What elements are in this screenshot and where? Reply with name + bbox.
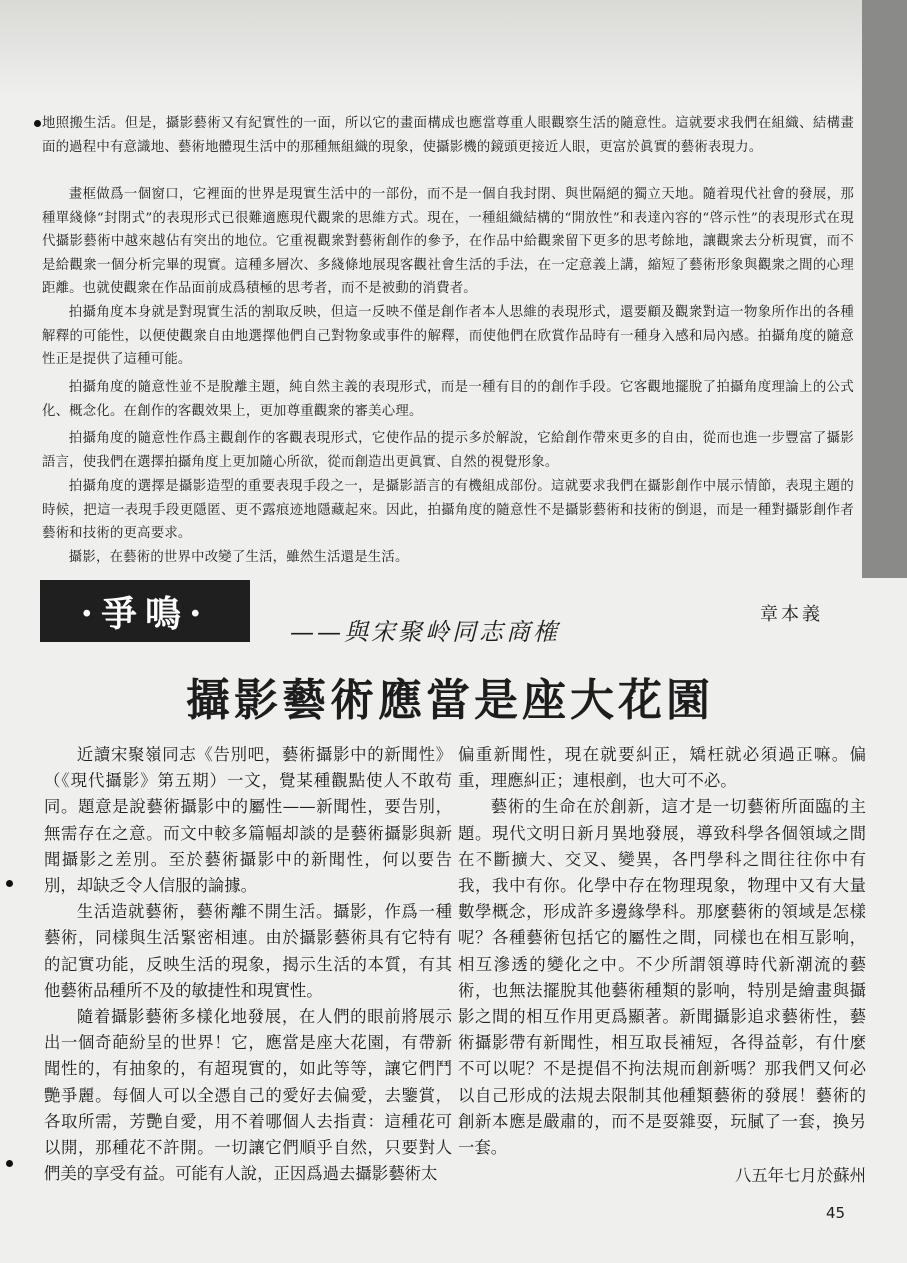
body-paragraph: 拍攝角度的隨意性作爲主觀創作的客觀表現形式，它使作品的提示多於解說，它給創作帶來更多的自由，從而也進一步豐富了攝影語言，使我們在選擇拍攝角度上更加隨心所欲，從而創造出更眞實、自然的視覺形象。 bbox=[42, 431, 854, 470]
body-paragraph: 近讀宋聚嶺同志《告別吧，藝術攝影中的新聞性》（《現代攝影》第五期）一文，覺某種觀點使人不敢苟同。題意是說藝術攝影中的屬性——新聞性，要告別，無需存在之意。而文中較多篇幅却談的是藝術攝影與新聞攝影之差別。至於藝術攝影中的新聞性，何以要告別，却缺乏令人信服的論據。 bbox=[44, 745, 452, 896]
binding-hole bbox=[6, 880, 13, 887]
article-right-column bbox=[458, 742, 866, 1189]
article-date: 八五年七月於蘇州 bbox=[734, 1166, 866, 1186]
article-title: 攝影藝術應當是座大花園 bbox=[186, 675, 714, 726]
page-edge-tab bbox=[862, 0, 907, 578]
body-paragraph: 藝術的生命在於創新，這才是一切藝術所面臨的主題。現代文明日新月異地發展，導致科學各個領域之間在不斷擴大、交叉、變異，各門學科之間往往你中有我，我中有你。化學中存在物理現象，物理中又有大量數學概念，形成許多邊緣學科。那麼藝術的領域是怎樣呢？各種藝術包括它的屬性之間，同樣也在相互影响，相互滲透的變化之中。不少所謂領導時代新潮流的藝術，也無法擺脫其他藝術種類的影响，特別是繪畫與攝影之間的相互作用更爲顯著。新聞攝影追求藝術性，藝術攝影帶有新聞性，相互取長補短，各得益彰，有什麼不可以呢？不是提倡不拘法規而創新嗎？那我們又何必以自己形成的法規去限制其他種類藝術的發展！藝術的創新本應是嚴肅的，而不是耍雜耍，玩膩了一套，換另一套。 bbox=[458, 797, 866, 1158]
closing-paragraph: 攝影，在藝術的世界中改變了生活，雖然生活還是生活。 bbox=[68, 550, 409, 565]
page-top-shade bbox=[0, 0, 907, 95]
body-paragraph: 拍攝角度的選擇是攝影造型的重要表現手段之一，是攝影語言的有機組成部份。這就要求我們在攝影創作中展示情節，表現主題的時候，把這一表現手段更隱匿、更不露痕迹地隱藏起來。因此，拍攝角度的隨意性不是攝影藝術和技術的倒退，而是一種對攝影創作者藝術和技術的更高要求。 bbox=[42, 479, 854, 541]
continued-paragraph: 地照搬生活。但是，攝影藝術又有紀實性的一面，所以它的畫面構成也應當尊重人眼觀察生活的隨意性。這就要求我們在組織、結構畫面的過程中有意識地、藝術地體現生活中的那種無組織的現象，使攝影機的鏡頭更接近人眼，更富於眞實的藝術表現力。 bbox=[42, 116, 854, 155]
body-paragraph: 生活造就藝術，藝術離不開生活。攝影，作爲一種藝術，同樣與生活緊密相連。由於攝影藝術具有它特有的記實功能，反映生活的現象，揭示生活的本質，有其他藝術品種所不及的敏捷性和現實性。 bbox=[44, 902, 452, 1000]
body-paragraph: 拍攝角度本身就是對現實生活的割取反映，但這一反映不僅是創作者本人思維的表現形式，還要顧及觀衆對這一物象所作出的各種解釋的可能性，以便使觀衆自由地選擇他們自己對物象或事件的解釋，而使他們在欣賞作品時有一種身入感和局內感。拍攝角度的隨意性正是提供了這種可能。 bbox=[42, 305, 854, 367]
body-paragraph: 拍攝角度的隨意性並不是脫離主題，純自然主義的表現形式，而是一種有目的的創作手段。它客觀地擺脫了拍攝角度理論上的公式化、概念化。在創作的客觀效果上，更加尊重觀衆的審美心理。 bbox=[42, 380, 854, 419]
article-author: 章本義 bbox=[760, 604, 823, 625]
body-paragraph: 偏重新聞性，現在就要糾正，矯枉就必須過正嘛。偏重，理應糾正；連根剷，也大可不必。 bbox=[458, 745, 866, 791]
binding-hole bbox=[6, 1160, 13, 1167]
body-paragraph: 隨着攝影藝術多樣化地發展，在人們的眼前將展示出一個奇葩紛呈的世界！它，應當是座大花園，有帶新聞性的，有抽象的，有超現實的，如此等等，讓它們鬥艷爭麗。每個人可以全憑自己的愛好去偏愛，去鑒賞，各取所需，芳艷自愛，用不着哪個人去指責：這種花可以開，那種花不許開。一切讓它們順乎自然，只要對人們美的享受有益。可能有人說，正因爲過去攝影藝術太 bbox=[44, 1007, 452, 1184]
binding-hole bbox=[34, 120, 41, 127]
column-label-banner: ·爭鳴· bbox=[40, 580, 250, 642]
body-paragraph: 畫框做爲一個窗口，它裡面的世界是現實生活中的一部份，而不是一個自我封閉、與世隔絕的獨立天地。隨着現代社會的發展，那種單綫條“封閉式”的表現形式已很難適應現代觀衆的思維方式。現在，一種組織結構的“開放性”和表達內容的“啓示性”的表現形式在現代攝影藝術中越來越佔有突出的地位。它重視觀衆對藝術創作的參予，在作品中給觀衆留下更多的思考餘地，讓觀衆去分析現實，而不是給觀衆一個分析完畢的現實。這種多層次、多綫條地展現客觀社會生活的手法，在一定意義上講，縮短了藝術形象與觀衆之間的心理距離。也就使觀衆在作品面前成爲積極的思考者，而不是被動的消費者。 bbox=[42, 187, 854, 296]
article-subtitle: ——與宋聚岭同志商榷 bbox=[290, 618, 560, 646]
page-number: 45 bbox=[826, 1204, 846, 1222]
article-left-column bbox=[44, 742, 452, 1187]
